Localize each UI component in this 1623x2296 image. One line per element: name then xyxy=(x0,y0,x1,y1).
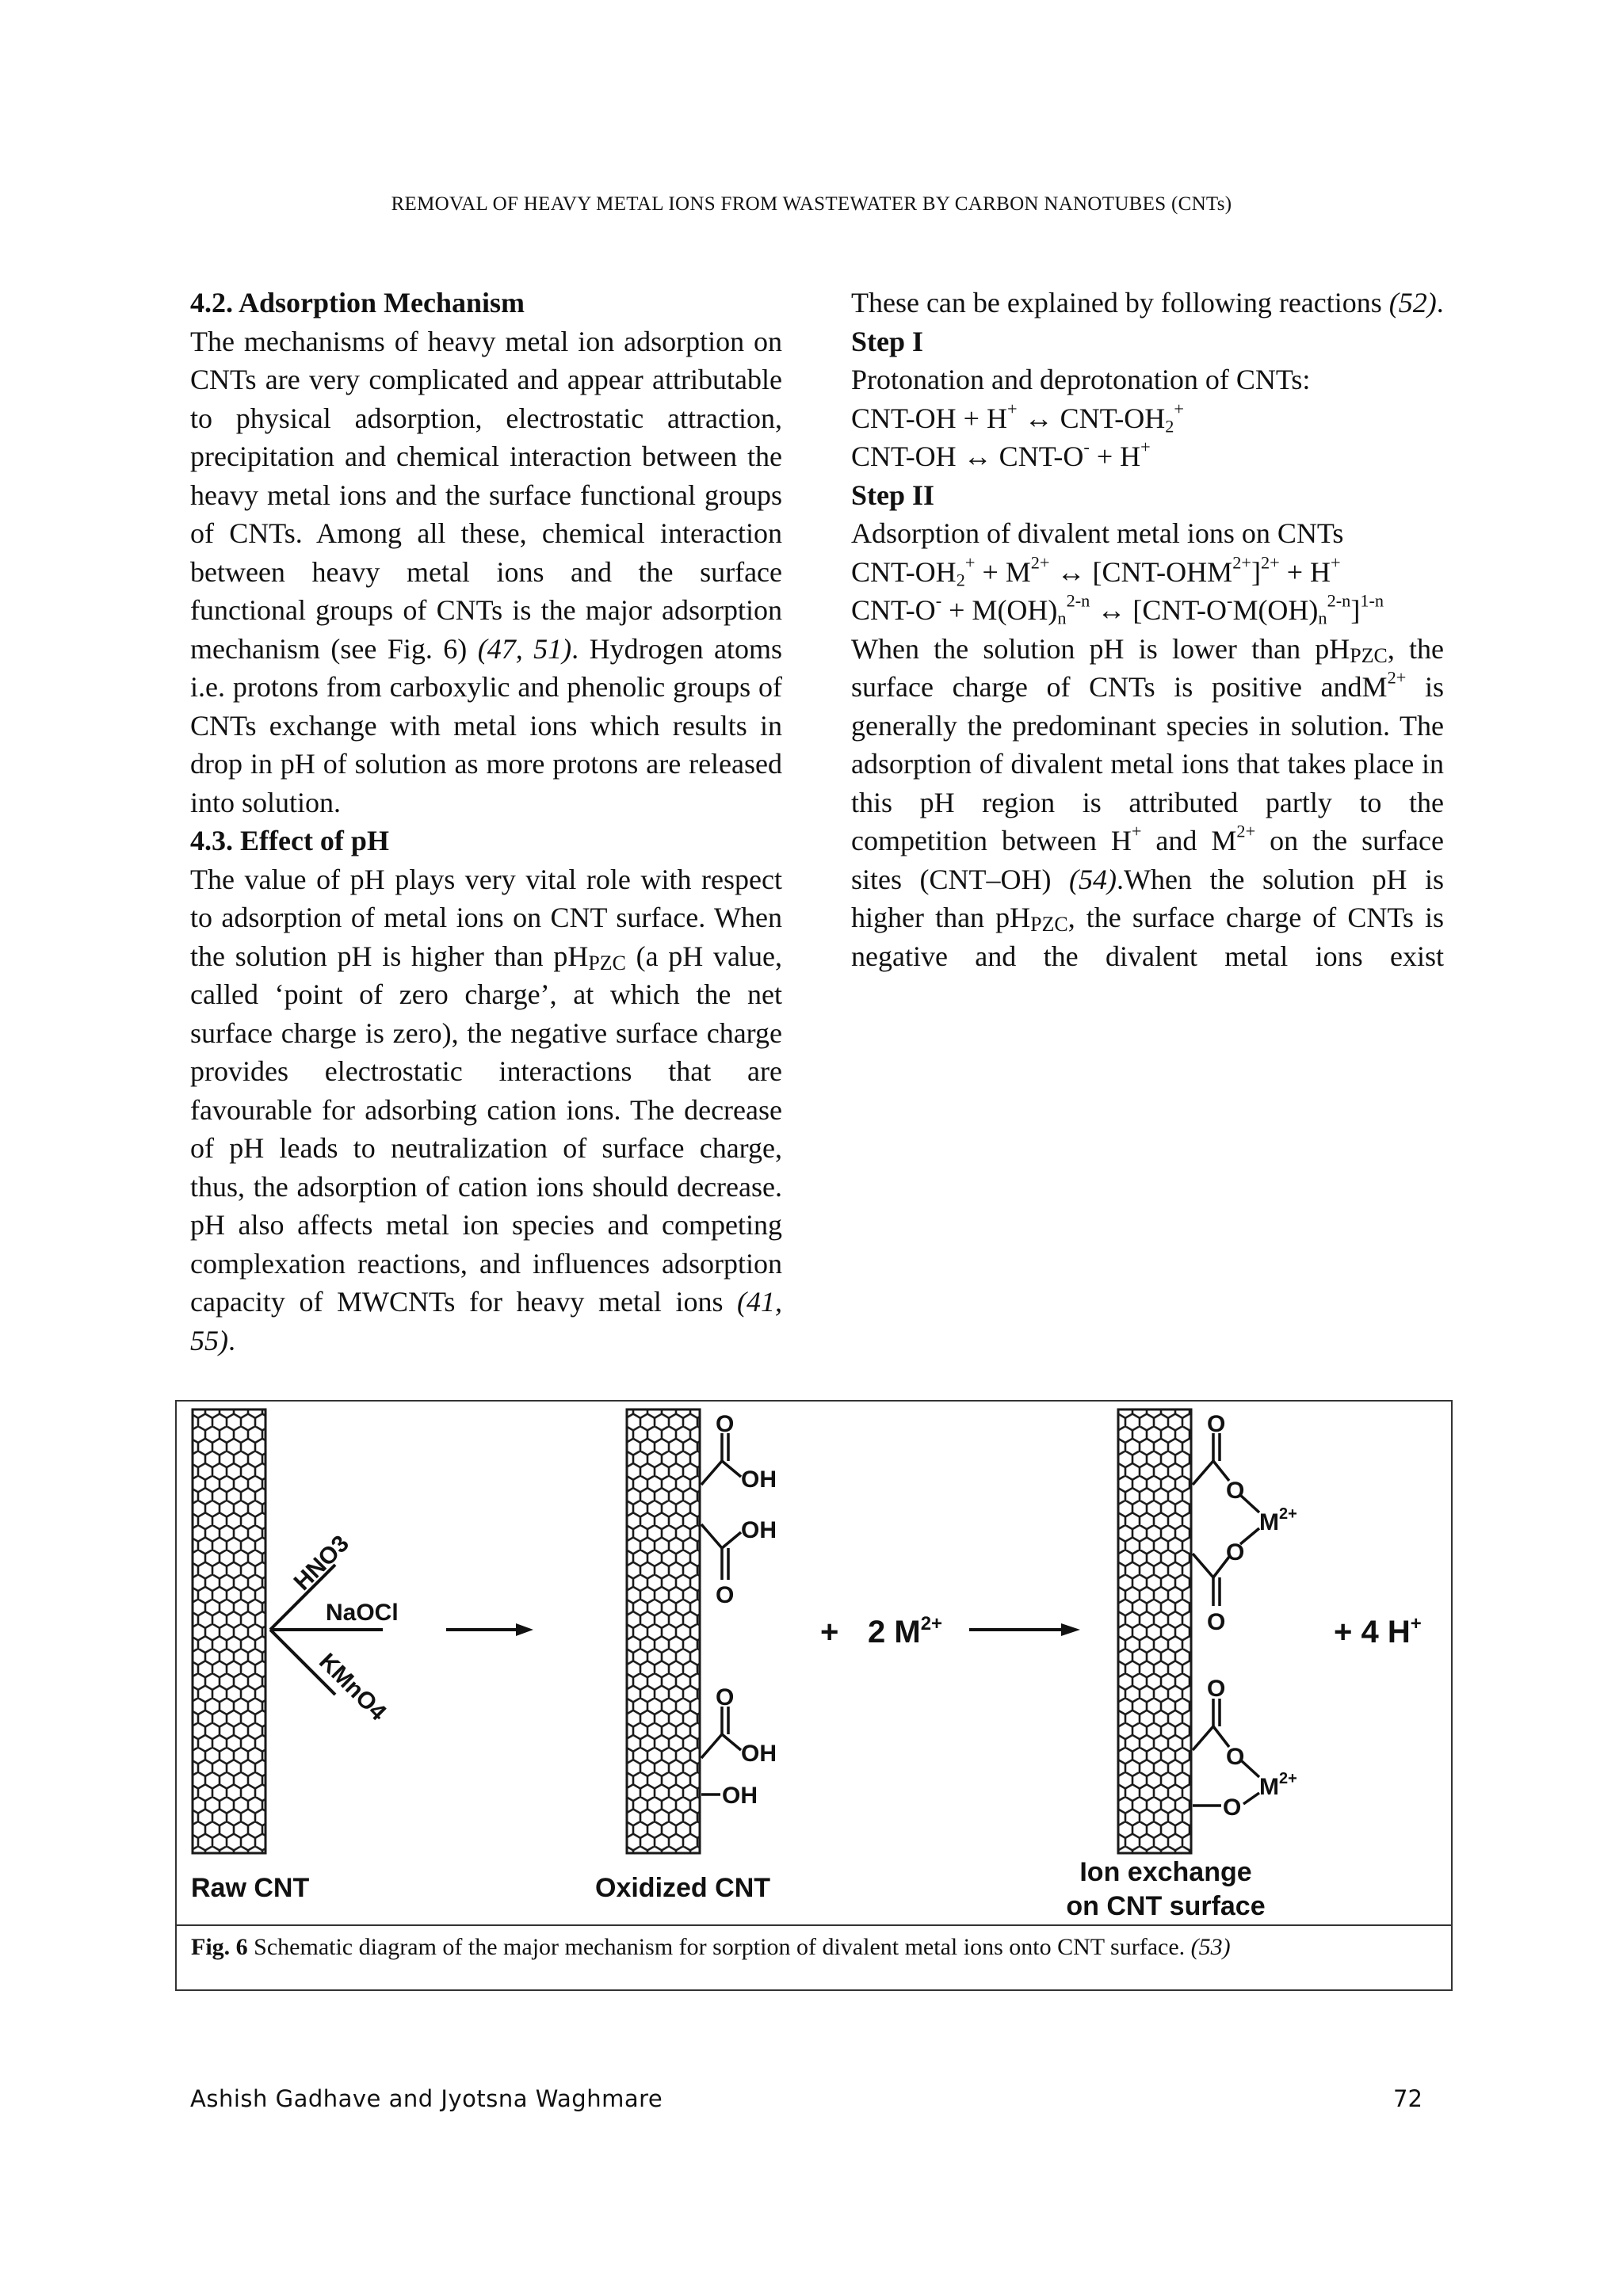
superscript: + xyxy=(1331,551,1341,572)
paragraph-effect-of-ph xyxy=(190,860,782,1360)
superscript: - xyxy=(1083,437,1090,457)
figure-6 xyxy=(175,1400,1453,1991)
ion-exchanged-cnt-tube xyxy=(1118,1409,1191,1853)
paragraph-text: When the solution pH is lower than pH xyxy=(851,632,1350,665)
oxygen-label: O xyxy=(1207,1411,1226,1437)
label-oxidized-cnt: Oxidized CNT xyxy=(595,1873,771,1903)
mechanism-diagram xyxy=(177,1402,1451,1924)
period: . xyxy=(1436,287,1444,318)
paragraph-text: is generally the predominant species in solution. The adsorption of divalent metal ions that takes place in this pH region is attributed partly to the competition between H xyxy=(851,671,1444,856)
reaction-text: ↔ [CNT-OHM xyxy=(1049,555,1233,588)
superscript: + xyxy=(1140,437,1151,457)
oxygen-label: O xyxy=(716,1684,735,1711)
hydroxyl-label: OH xyxy=(741,1466,777,1493)
reaction-text: ] xyxy=(1251,555,1261,588)
reaction-text: ↔ [CNT-O xyxy=(1090,594,1227,626)
oxygen-label: O xyxy=(716,1582,735,1608)
reaction-1 xyxy=(851,399,1444,438)
footer-authors: Ashish Gadhave and Jyotsna Waghmare xyxy=(190,2085,663,2112)
pzc-subscript: PZC xyxy=(1030,913,1068,936)
reaction-text: CNT-OH + H xyxy=(851,402,1007,434)
hydroxyl-label: OH xyxy=(741,1517,777,1543)
superscript: 2+ xyxy=(1030,551,1050,572)
running-head: REMOVAL OF HEAVY METAL IONS FROM WASTEWATER BY CARBON NANOTUBES (CNTs) xyxy=(391,193,1232,215)
right-column xyxy=(851,284,1444,975)
plus-sign: + xyxy=(820,1615,839,1650)
paragraph-text: on the surface sites (CNT–OH) xyxy=(851,825,1444,895)
superscript: + xyxy=(1006,398,1018,418)
subscript: 2 xyxy=(956,570,965,590)
left-column xyxy=(190,284,782,1360)
reaction-text: CNT-OH xyxy=(851,555,957,588)
period: . xyxy=(228,1324,235,1356)
label-ion-exchange: Ion exchange xyxy=(1079,1857,1252,1887)
superscript: + xyxy=(1174,398,1185,418)
reagent-kmno4: KMnO4 xyxy=(314,1648,391,1726)
step-1-label: Step I xyxy=(851,325,924,357)
arrow-1 xyxy=(446,1623,533,1636)
pzc-subscript: PZC xyxy=(588,951,626,974)
step-2-description: Adsorption of divalent metal ions on CNTs xyxy=(851,517,1344,549)
metal-ion-label: $M^{2+}$ xyxy=(1259,1505,1297,1535)
hydroxyl-label: OH xyxy=(741,1741,777,1767)
section-heading-4-3: 4.3. Effect of pH xyxy=(190,825,389,856)
reaction-text: + H xyxy=(1089,441,1141,472)
subscript: n xyxy=(1318,608,1327,628)
hydroxyl-label: OH xyxy=(722,1783,758,1809)
superscript: 2+ xyxy=(1387,667,1407,688)
oxidized-cnt-tube xyxy=(627,1409,700,1853)
paragraph-adsorption-mechanism xyxy=(190,322,782,822)
superscript: 2-n xyxy=(1327,590,1351,611)
caption-text: Schematic diagram of the major mechanism for sorption of divalent metal ions onto CNT surface. xyxy=(247,1934,1191,1960)
paragraph-text: , the surface charge of CNTs is positive andM xyxy=(851,632,1444,703)
oxygen-label: O xyxy=(1226,1539,1245,1566)
arrow-2 xyxy=(969,1623,1080,1636)
step-1-description: Protonation and deprotonation of CNTs: xyxy=(851,364,1311,395)
subscript: n xyxy=(1057,608,1067,628)
citation: (53) xyxy=(1190,1934,1231,1960)
caption-label: Fig. 6 xyxy=(191,1934,248,1960)
citation: (47, 51) xyxy=(477,632,572,665)
proton-release-term: + 4 H+ xyxy=(1334,1613,1422,1650)
reaction-text: + H xyxy=(1279,555,1331,588)
label-on-cnt-surface: on CNT surface xyxy=(1066,1891,1266,1921)
reaction-3 xyxy=(851,553,1444,592)
citation: (54) xyxy=(1069,863,1117,895)
paragraph-text: , the surface charge of CNTs is negative and the divalent metal ions exist xyxy=(851,902,1445,972)
figure-caption xyxy=(177,1924,1451,1989)
intro-paragraph xyxy=(851,284,1444,322)
pzc-subscript: PZC xyxy=(1350,643,1388,667)
citation: (52) xyxy=(1388,287,1437,318)
raw-cnt-tube xyxy=(193,1409,265,1853)
reaction-text: M(OH) xyxy=(1232,594,1319,626)
reaction-text: + M(OH) xyxy=(941,594,1058,626)
reaction-text: CNT-O xyxy=(851,594,936,626)
label-raw-cnt: Raw CNT xyxy=(191,1873,310,1903)
paragraph-text: Hydrogen atoms i.e. protons from carboxylic and phenolic groups of CNTs exchange with metal ions which results in drop in pH of solution as more protons are released into solution. xyxy=(190,632,783,818)
reagent-naocl: NaOCl xyxy=(326,1600,399,1626)
oxygen-label: O xyxy=(1207,1609,1226,1635)
oxygen-label: O xyxy=(716,1411,735,1437)
superscript: 1-n xyxy=(1360,590,1384,611)
paragraph-text: .When the solution pH is higher than pH xyxy=(851,863,1444,933)
superscript: + xyxy=(964,551,976,572)
paragraph-text: (a pH value, called ‘point of zero charge’, at which the net surface charge is zero), the negative surface charge provides electrostatic interactions that are favourable for adsorbing cation ions. The decrease of pH leads to neutralization of surface charge, thus, the adsorption of cation ions should decrease. pH also affects metal ion species and competing complexation reactions, and influences adsorption capacity of MWCNTs for heavy metal ions xyxy=(190,940,782,1318)
reaction-text: + M xyxy=(975,555,1031,588)
metal-ion-term: 2 $M^{2+}$ xyxy=(868,1613,943,1650)
reaction-text: CNT-OH ↔ CNT-O xyxy=(851,441,1084,472)
paragraph-text: The mechanisms of heavy metal ion adsorption on CNTs are very complicated and appear attributable to physical adsorption, electrostatic attraction, precipitation and chemical interaction between the heavy metal ions and the surface functional groups of CNTs. Among all these, chemical interaction between heavy metal ions and the surface functional groups of CNTs is the major adsorption mechanism (see Fig. 6) xyxy=(190,325,782,665)
reaction-2 xyxy=(851,437,1444,476)
oxygen-label: O xyxy=(1207,1676,1226,1702)
oxygen-label: O xyxy=(1226,1478,1245,1504)
metal-ion-label: $M^{2+}$ xyxy=(1259,1770,1297,1800)
superscript: + xyxy=(1131,821,1142,841)
superscript: 2+ xyxy=(1232,551,1251,572)
period: . xyxy=(571,632,579,665)
reaction-text: ↔ CNT-OH xyxy=(1017,402,1166,434)
reaction-4 xyxy=(851,591,1444,630)
paragraph-text: and M xyxy=(1141,825,1237,856)
superscript: - xyxy=(935,590,942,611)
paragraph-low-ph xyxy=(851,630,1444,976)
superscript: 2+ xyxy=(1236,821,1256,841)
subscript: 2 xyxy=(1165,416,1174,437)
step-2-label: Step II xyxy=(851,479,935,511)
reagent-hno3: HNO3 xyxy=(288,1530,354,1596)
oxygen-label: O xyxy=(1226,1744,1245,1770)
oxygen-label: O xyxy=(1223,1794,1242,1821)
citation: (41, 55) xyxy=(190,1286,782,1356)
paragraph-text: The value of pH plays very vital role with respect to adsorption of metal ions on CNT surface. When the solution pH is higher than pH xyxy=(190,863,782,972)
oxidized-groups xyxy=(701,1433,741,1794)
superscript: - xyxy=(1227,590,1233,611)
section-heading-4-2: 4.2. Adsorption Mechanism xyxy=(190,287,525,318)
superscript: 2+ xyxy=(1260,551,1280,572)
reaction-text: ] xyxy=(1350,594,1361,626)
paragraph-text: These can be explained by following reactions xyxy=(851,287,1382,318)
superscript: 2-n xyxy=(1066,590,1090,611)
page-number: 72 xyxy=(1393,2085,1423,2112)
